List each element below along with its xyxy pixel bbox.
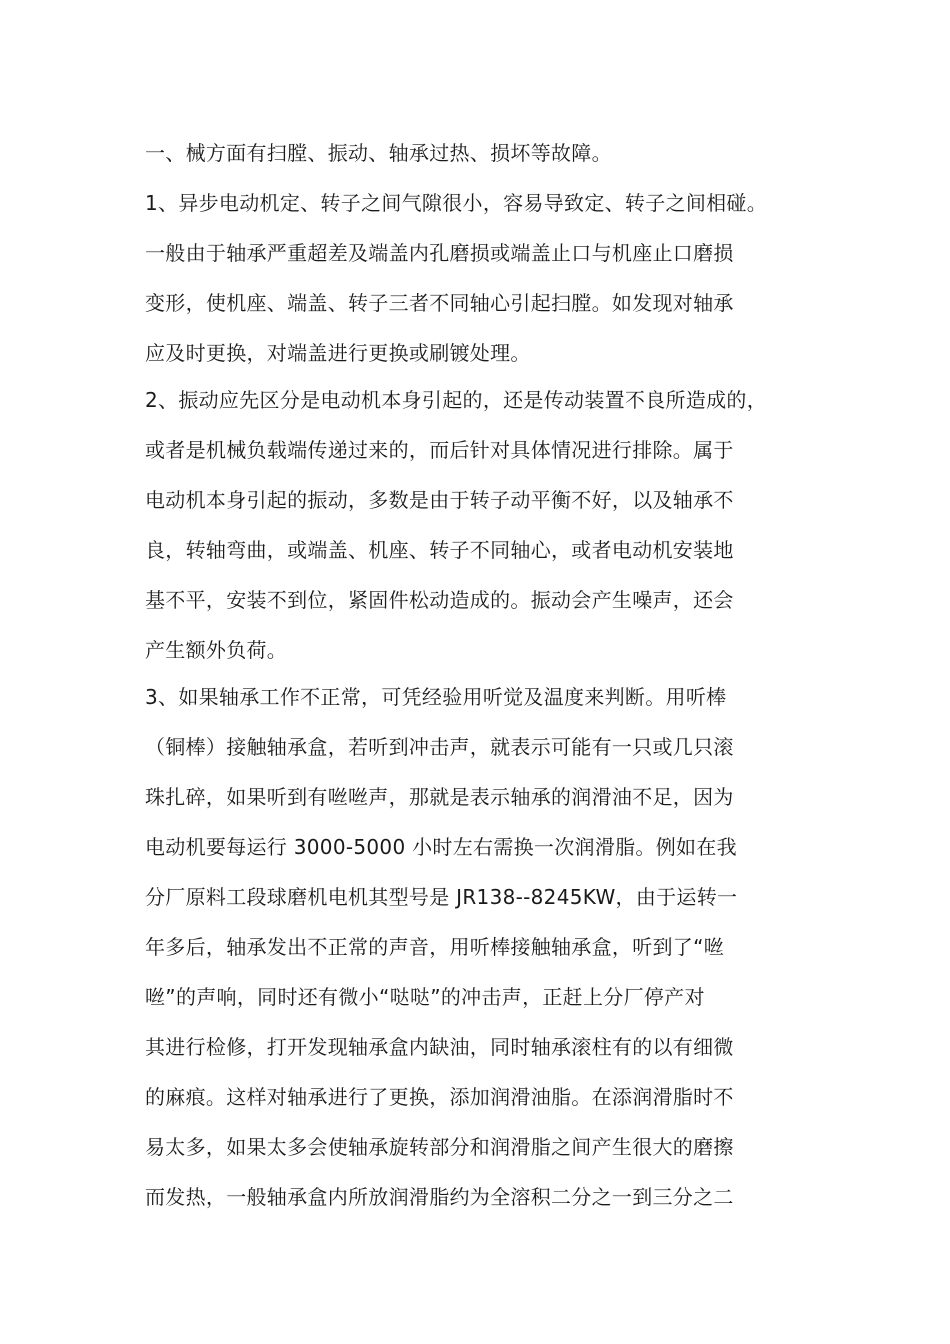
text-line: 1、异步电动机定、转子之间气隙很小，容易导致定、转子之间相碰。 xyxy=(145,191,768,215)
text-line: 良，转轴弯曲，或端盖、机座、转子不同轴心，或者电动机安装地 xyxy=(145,538,734,562)
text-line: 的麻痕。这样对轴承进行了更换，添加润滑油脂。在添润滑脂时不 xyxy=(145,1085,734,1109)
text-line: 珠扎碎，如果听到有咝咝声，那就是表示轴承的润滑油不足，因为 xyxy=(145,785,734,809)
text-line: 一、械方面有扫膛、振动、轴承过热、损坏等故障。 xyxy=(145,141,612,165)
text-line: 2、振动应先区分是电动机本身引起的，还是传动装置不良所造成的， xyxy=(145,388,768,412)
text-line: 应及时更换，对端盖进行更换或刷镀处理。 xyxy=(145,341,531,365)
text-line: （铜棒）接触轴承盒，若听到冲击声，就表示可能有一只或几只滚 xyxy=(145,735,734,759)
text-line: 电动机要每运行 3000-5000 小时左右需换一次润滑脂。例如在我 xyxy=(145,835,737,859)
text-line: 年多后，轴承发出不正常的声音，用听棒接触轴承盒，听到了“咝 xyxy=(145,935,725,959)
text-line: 3、如果轴承工作不正常，可凭经验用听觉及温度来判断。用听棒 xyxy=(145,685,727,709)
text-line: 或者是机械负载端传递过来的，而后针对具体情况进行排除。属于 xyxy=(145,438,734,462)
text-line: 一般由于轴承严重超差及端盖内孔磨损或端盖止口与机座止口磨损 xyxy=(145,241,734,265)
text-line: 电动机本身引起的振动，多数是由于转子动平衡不好，以及轴承不 xyxy=(145,488,734,512)
text-line: 其进行检修，打开发现轴承盒内缺油，同时轴承滚柱有的以有细微 xyxy=(145,1035,734,1059)
text-line: 而发热，一般轴承盒内所放润滑脂约为全溶积二分之一到三分之二 xyxy=(145,1185,734,1209)
text-line: 分厂原料工段球磨机电机其型号是 JR138--8245KW，由于运转一 xyxy=(145,885,738,909)
text-line: 易太多，如果太多会使轴承旋转部分和润滑脂之间产生很大的磨擦 xyxy=(145,1135,734,1159)
text-line: 基不平，安装不到位，紧固件松动造成的。振动会产生噪声，还会 xyxy=(145,588,734,612)
text-line: 产生额外负荷。 xyxy=(145,638,288,662)
text-line: 咝”的声响，同时还有微小“哒哒”的冲击声，正赶上分厂停产对 xyxy=(145,985,705,1009)
text-line: 变形，使机座、端盖、转子三者不同轴心引起扫膛。如发现对轴承 xyxy=(145,291,734,315)
